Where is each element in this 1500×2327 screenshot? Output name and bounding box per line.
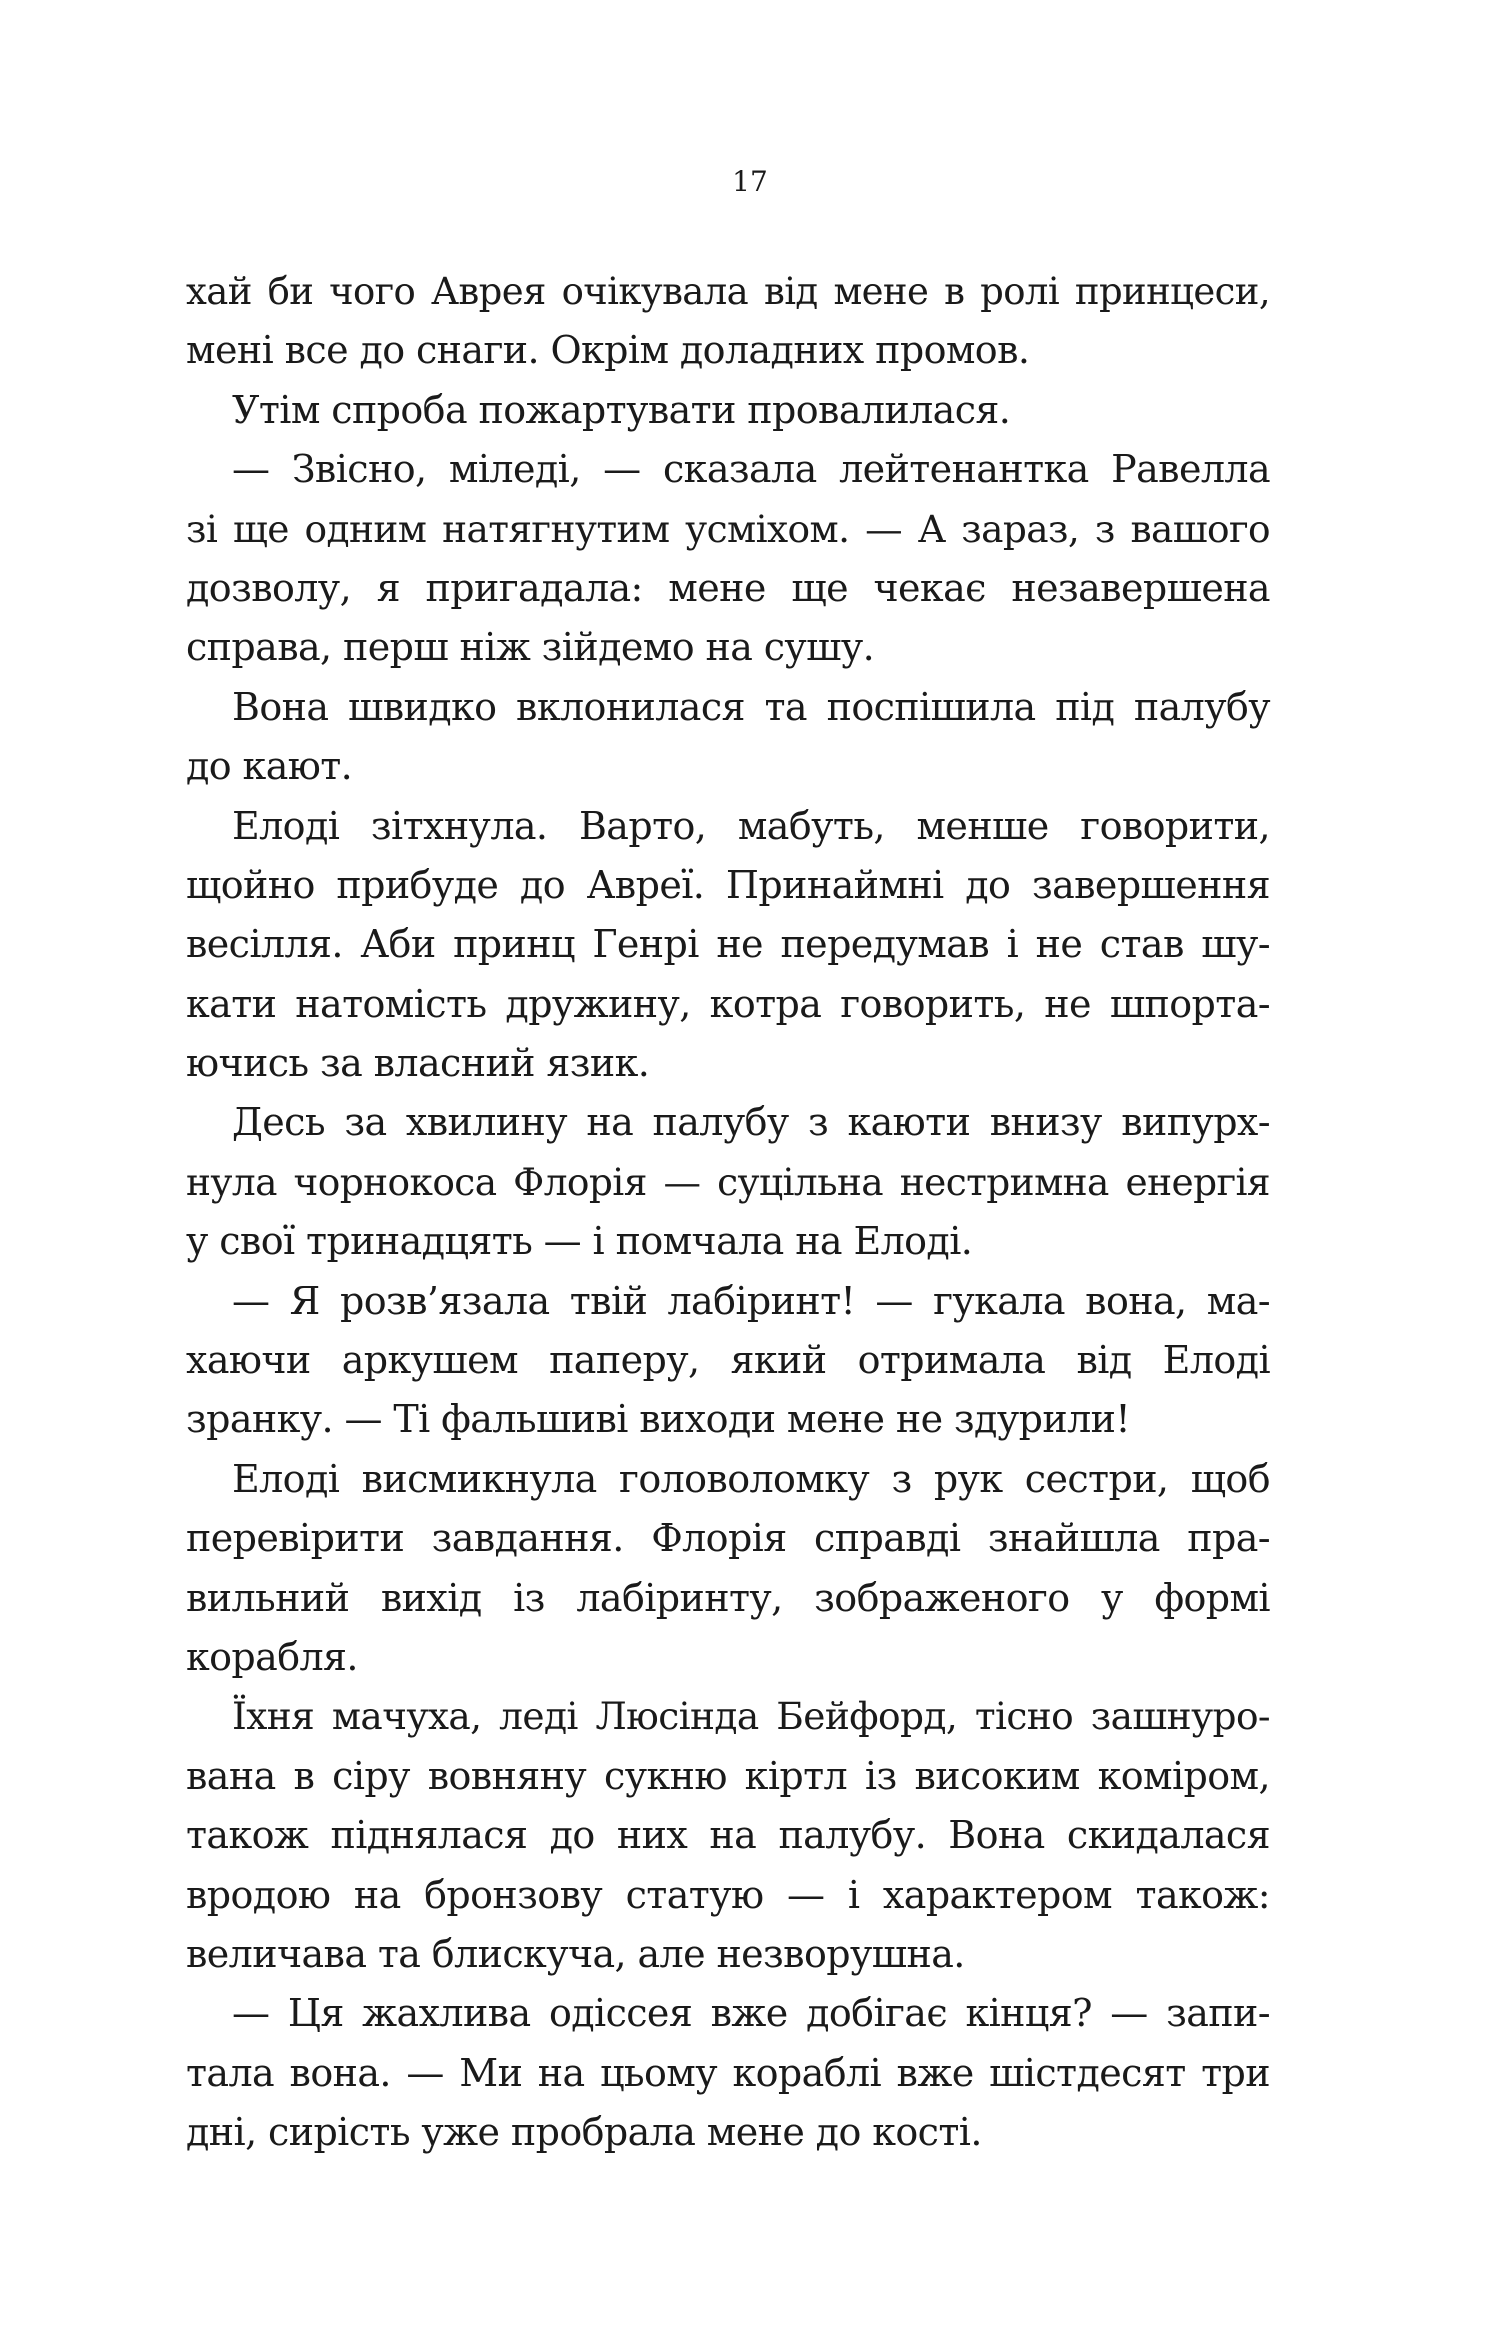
text-line: зі ще одним натягнутим усміхом. — А зараз, з вашого (186, 506, 1270, 551)
text-line: дозволу, я пригадала: мене ще чекає незавершена (186, 565, 1270, 610)
text-line: щойно прибуде до Авреї. Принаймні до завершення (186, 862, 1270, 907)
text-line: ючись за власний язик. (186, 1041, 650, 1086)
text-line: величава та блискуча, але незворушна. (186, 1931, 965, 1976)
text-line: до кают. (186, 744, 353, 789)
text-line: Їхня мачуха, леді Люсінда Бейфорд, тісно зашнуро- (232, 1694, 1270, 1739)
text-line: вана в сіру вовняну сукню кіртл із високим коміром, (186, 1753, 1270, 1798)
text-line: перевірити завдання. Флорія справді знайшла пра- (186, 1516, 1270, 1561)
text-line: Десь за хвилину на палубу з каюти внизу випурх- (232, 1100, 1270, 1145)
text-line: також піднялася до них на палубу. Вона скидалася (186, 1813, 1270, 1858)
text-line: — Звісно, міледі, — сказала лейтенантка Равелла (232, 447, 1270, 492)
body-text (186, 262, 1270, 2163)
text-line: хай би чого Аврея очікувала від мене в ролі принцеси, (186, 270, 1270, 313)
page-number: 17 (732, 165, 768, 198)
text-line: — Ця жахлива одіссея вже добігає кінця? — запи- (232, 1991, 1270, 2036)
text-line: Утім спроба пожартувати провалилася. (232, 387, 1011, 432)
text-line: кати натомість дружину, котра говорить, не шпорта- (186, 981, 1270, 1026)
text-line: вродою на бронзову статую — і характером також: (186, 1872, 1270, 1917)
text-line: Елоді висмикнула головоломку з рук сестри, щоб (232, 1456, 1270, 1501)
text-line: весілля. Аби принц Генрі не передумав і не став шу- (186, 922, 1270, 967)
text-line: корабля. (186, 1634, 358, 1679)
text-line: Вона швидко вклонилася та поспішила під палубу (232, 684, 1270, 729)
text-line: справа, перш ніж зійдемо на сушу. (186, 625, 875, 670)
text-line: зранку. — Ті фальшиві виходи мене не здурили! (186, 1397, 1131, 1442)
text-line: дні, сирість уже пробрала мене до кості. (186, 2110, 982, 2155)
text-line: тала вона. — Ми на цьому кораблі вже шістдесят три (186, 2050, 1270, 2095)
text-line: вильний вихід із лабіринту, зображеного у формі (186, 1575, 1270, 1620)
text-line: нула чорнокоса Флорія — суцільна нестримна енергія (186, 1159, 1270, 1204)
text-line: у свої тринадцять — і помчала на Елоді. (186, 1219, 973, 1264)
text-line: мені все до снаги. Окрім доладних промов. (186, 328, 1030, 373)
text-line: — Я розв’язала твій лабіринт! — гукала вона, ма- (232, 1278, 1270, 1323)
text-line: Елоді зітхнула. Варто, мабуть, менше говорити, (232, 803, 1270, 848)
text-line: хаючи аркушем паперу, який отримала від Елоді (186, 1338, 1270, 1383)
